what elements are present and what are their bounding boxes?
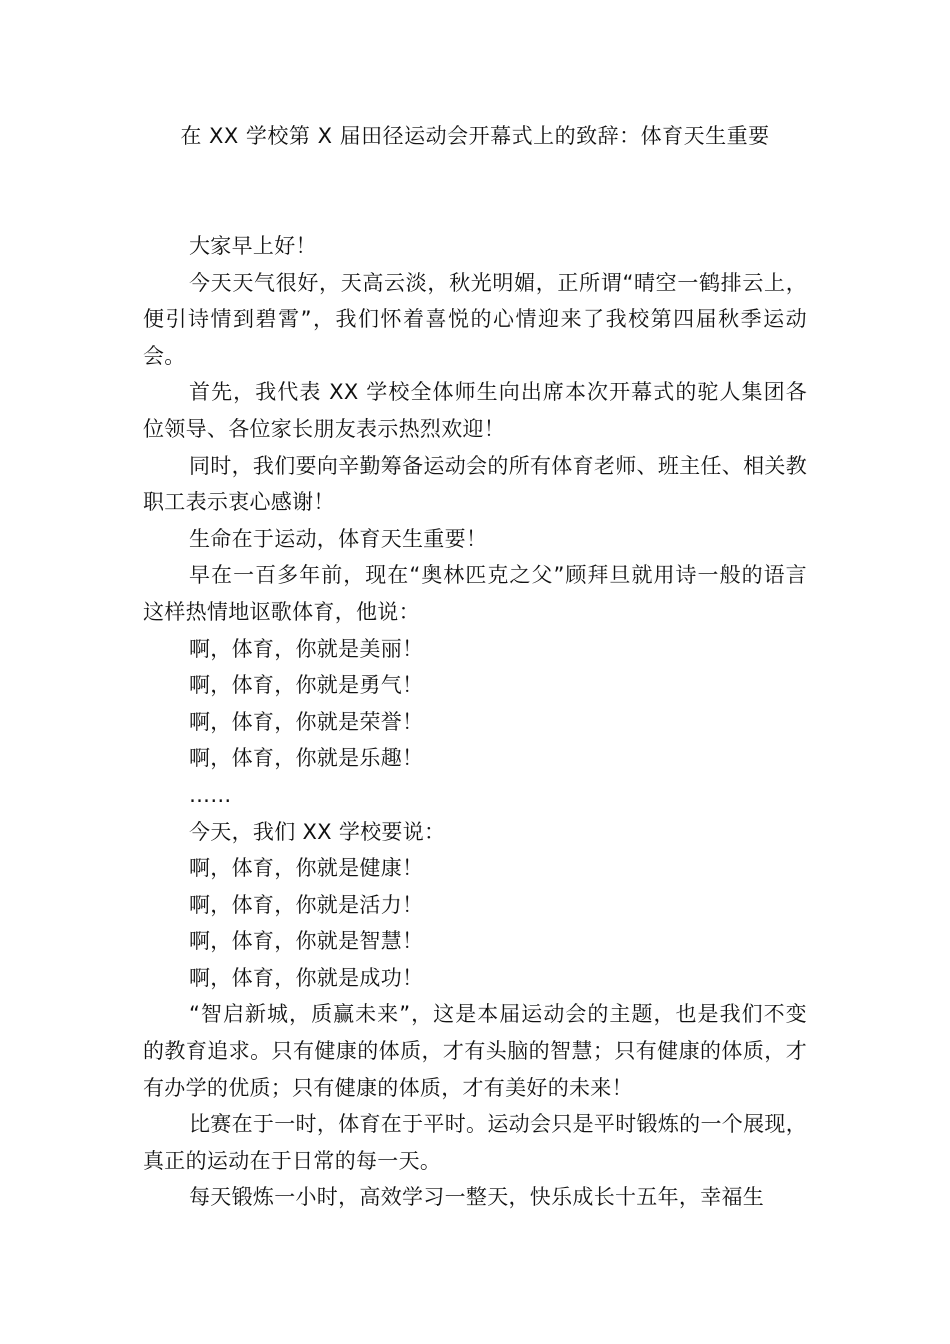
- paragraph: 啊，体育，你就是智慧！: [189, 929, 424, 954]
- paragraph: 今天天气很好，天高云淡，秋光明媚，正所谓“晴空一鹤排云上，便引诗情到碧霄”，我们怀着喜悦的心情迎来了我校第四届秋季运动会。: [143, 270, 807, 368]
- paragraph: 比赛在于一时，体育在于平时。运动会只是平时锻炼的一个展现，真正的运动在于日常的每一天。: [143, 1112, 807, 1173]
- document-body: [143, 228, 807, 1216]
- paragraph: 每天锻炼一小时，高效学习一整天，快乐成长十五年，幸福生: [189, 1185, 765, 1210]
- paragraph: ……: [189, 782, 232, 807]
- paragraph: 同时，我们要向辛勤筹备运动会的所有体育老师、班主任、相关教职工表示衷心感谢！: [143, 453, 807, 515]
- paragraph: 首先，我代表 XX 学校全体师生向出席本次开幕式的驼人集团各位领导、各位家长朋友表示热烈欢迎！: [143, 380, 807, 441]
- document-title: 在 XX 学校第 X 届田径运动会开幕式上的致辞：体育天生重要: [180, 124, 770, 148]
- paragraph: 今天，我们 XX 学校要说：: [189, 819, 446, 844]
- paragraph: 早在一百多年前，现在“奥林匹克之父”顾拜旦就用诗一般的语言这样热情地讴歌体育，他说：: [143, 563, 807, 624]
- paragraph: “智启新城，质赢未来”，这是本届运动会的主题，也是我们不变的教育追求。只有健康的体质，才有头脑的智慧；只有健康的体质，才有办学的优质；只有健康的体质，才有美好的未来！: [143, 1002, 807, 1100]
- paragraph: 啊，体育，你就是活力！: [189, 892, 424, 917]
- paragraph: 啊，体育，你就是乐趣！: [189, 746, 424, 771]
- paragraph: 啊，体育，你就是荣誉！: [189, 709, 424, 734]
- paragraph: 啊，体育，你就是勇气！: [189, 673, 424, 698]
- paragraph: 啊，体育，你就是成功！: [189, 965, 424, 990]
- paragraph: 啊，体育，你就是美丽！: [189, 636, 424, 661]
- paragraph: 生命在于运动，体育天生重要！: [189, 526, 488, 551]
- paragraph: 啊，体育，你就是健康！: [189, 856, 424, 881]
- paragraph: 大家早上好！: [189, 234, 317, 258]
